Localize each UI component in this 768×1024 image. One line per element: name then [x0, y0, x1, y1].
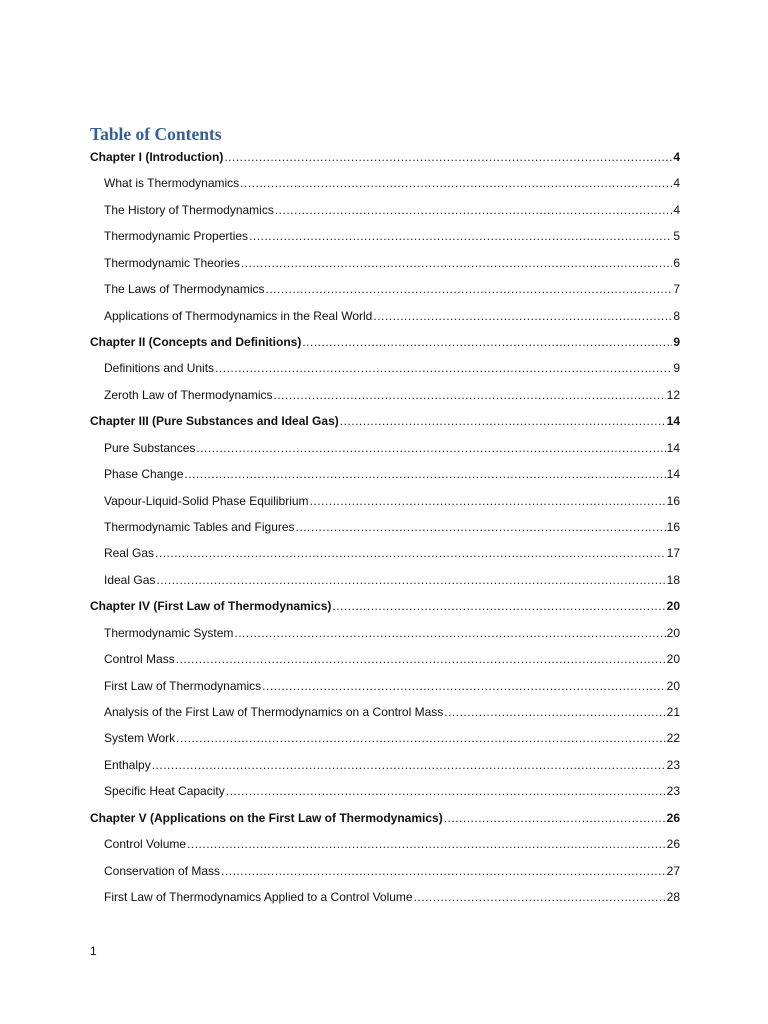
- toc-chapter-entry[interactable]: [90, 334, 680, 350]
- toc-section-entry[interactable]: [104, 730, 680, 746]
- toc-leader-dots: [155, 545, 666, 561]
- toc-section-entry[interactable]: [104, 308, 680, 324]
- page-number: 1: [90, 944, 97, 958]
- toc-leader-dots: [414, 889, 666, 905]
- toc-entry-page: 17: [666, 546, 680, 560]
- toc-section-entry[interactable]: [104, 704, 680, 720]
- toc-entry-page: 4: [673, 203, 680, 217]
- toc-leader-dots: [234, 625, 665, 641]
- toc-section-entry[interactable]: [104, 466, 680, 482]
- toc-section-entry[interactable]: [104, 545, 680, 561]
- toc-leader-dots: [262, 678, 665, 694]
- toc-section-entry[interactable]: [104, 519, 680, 535]
- toc-entry-label: Control Mass: [104, 652, 175, 666]
- toc-entry-page: 16: [666, 520, 680, 534]
- toc-entry-page: 20: [666, 679, 680, 693]
- toc-entry-label: The Laws of Thermodynamics: [104, 282, 265, 296]
- toc-entry-label: Thermodynamic System: [104, 626, 234, 640]
- toc-entry-label: Definitions and Units: [104, 361, 215, 375]
- toc-leader-dots: [176, 730, 666, 746]
- toc-entry-page: 4: [673, 150, 680, 164]
- toc-entry-page: 7: [673, 282, 680, 296]
- toc-leader-dots: [187, 836, 666, 852]
- toc-leader-dots: [275, 202, 672, 218]
- toc-entry-page: 20: [666, 599, 680, 613]
- toc-entry-page: 20: [666, 626, 680, 640]
- toc-entry-page: 18: [666, 573, 680, 587]
- toc-section-entry[interactable]: [104, 493, 680, 509]
- toc-section-entry[interactable]: [104, 228, 680, 244]
- toc-entry-page: 23: [666, 784, 680, 798]
- toc-entry-label: What is Thermodynamics: [104, 176, 240, 190]
- toc-section-entry[interactable]: [104, 783, 680, 799]
- toc-entry-label: Chapter IV (First Law of Thermodynamics): [90, 599, 332, 613]
- toc-leader-dots: [266, 281, 673, 297]
- toc-leader-dots: [249, 228, 672, 244]
- toc-entry-page: 8: [673, 309, 680, 323]
- toc-entry-page: 16: [666, 494, 680, 508]
- toc-entry-label: Chapter I (Introduction): [90, 150, 224, 164]
- toc-leader-dots: [444, 810, 666, 826]
- toc-section-entry[interactable]: [104, 651, 680, 667]
- toc-section-entry[interactable]: [104, 836, 680, 852]
- toc-section-entry[interactable]: [104, 863, 680, 879]
- toc-entry-label: Thermodynamic Properties: [104, 229, 249, 243]
- toc-leader-dots: [296, 519, 666, 535]
- toc-leader-dots: [373, 308, 672, 324]
- toc-entry-label: Real Gas: [104, 546, 155, 560]
- toc-leader-dots: [240, 175, 672, 191]
- toc-leader-dots: [241, 255, 672, 271]
- toc-leader-dots: [196, 440, 665, 456]
- toc-section-entry[interactable]: [104, 572, 680, 588]
- toc-section-entry[interactable]: [104, 360, 680, 376]
- toc-leader-dots: [444, 704, 665, 720]
- toc-leader-dots: [152, 757, 666, 773]
- toc-entry-page: 4: [673, 176, 680, 190]
- toc-leader-dots: [221, 863, 666, 879]
- toc-entry-page: 14: [666, 441, 680, 455]
- toc-entry-label: Vapour-Liquid-Solid Phase Equilibrium: [104, 494, 309, 508]
- toc-title: Table of Contents: [90, 124, 222, 144]
- toc-entry-page: 21: [666, 705, 680, 719]
- toc-chapter-entry[interactable]: [90, 149, 680, 165]
- toc-leader-dots: [302, 334, 672, 350]
- toc-leader-dots: [332, 598, 665, 614]
- toc-leader-dots: [274, 387, 666, 403]
- toc-entry-label: The History of Thermodynamics: [104, 203, 274, 217]
- toc-leader-dots: [156, 572, 665, 588]
- toc-entry-page: 27: [666, 864, 680, 878]
- toc-entry-label: Applications of Thermodynamics in the Real World: [104, 309, 373, 323]
- toc-entry-label: First Law of Thermodynamics Applied to a Control Volume: [104, 890, 413, 904]
- toc-section-entry[interactable]: [104, 889, 680, 905]
- toc-entry-label: First Law of Thermodynamics: [104, 679, 262, 693]
- toc-section-entry[interactable]: [104, 757, 680, 773]
- toc-entry-page: 22: [666, 731, 680, 745]
- toc-entry-label: Enthalpy: [104, 758, 151, 772]
- toc-entry-page: 23: [666, 758, 680, 772]
- toc-entry-label: Control Volume: [104, 837, 187, 851]
- toc-leader-dots: [224, 149, 672, 165]
- toc-entry-label: Pure Substances: [104, 441, 196, 455]
- toc-section-entry[interactable]: [104, 202, 680, 218]
- toc-entry-label: Conservation of Mass: [104, 864, 221, 878]
- toc-entry-label: Thermodynamic Tables and Figures: [104, 520, 295, 534]
- toc-entry-label: Thermodynamic Theories: [104, 256, 240, 270]
- toc-leader-dots: [310, 493, 666, 509]
- toc-section-entry[interactable]: [104, 255, 680, 271]
- toc-entry-page: 28: [666, 890, 680, 904]
- toc-entry-label: Chapter V (Applications on the First Law of Thermodynamics): [90, 811, 443, 825]
- toc-section-entry[interactable]: [104, 175, 680, 191]
- toc-entry-page: 9: [673, 361, 680, 375]
- toc-chapter-entry[interactable]: [90, 598, 680, 614]
- toc-entry-label: Specific Heat Capacity: [104, 784, 225, 798]
- toc-entry-page: 9: [673, 335, 680, 349]
- toc-entry-label: Chapter II (Concepts and Definitions): [90, 335, 302, 349]
- toc-leader-dots: [176, 651, 666, 667]
- toc-entry-page: 20: [666, 652, 680, 666]
- toc-entry-page: 5: [673, 229, 680, 243]
- toc-chapter-entry[interactable]: [90, 413, 680, 429]
- toc-section-entry[interactable]: [104, 678, 680, 694]
- toc-entry-label: Ideal Gas: [104, 573, 156, 587]
- toc-entry-page: 26: [666, 837, 680, 851]
- toc-section-entry[interactable]: [104, 625, 680, 641]
- toc-leader-dots: [184, 466, 665, 482]
- toc-entry-label: Chapter III (Pure Substances and Ideal Gas): [90, 414, 339, 428]
- toc-entry-page: 14: [666, 414, 680, 428]
- toc-leader-dots: [226, 783, 666, 799]
- toc-entry-label: Analysis of the First Law of Thermodynamics on a Control Mass: [104, 705, 444, 719]
- toc-chapter-entry[interactable]: [90, 810, 680, 826]
- toc-section-entry[interactable]: [104, 440, 680, 456]
- toc-entry-label: System Work: [104, 731, 176, 745]
- toc-entry-label: Zeroth Law of Thermodynamics: [104, 388, 273, 402]
- toc-section-entry[interactable]: [104, 387, 680, 403]
- toc-leader-dots: [340, 413, 666, 429]
- toc-entry-page: 6: [673, 256, 680, 270]
- toc-section-entry[interactable]: [104, 281, 680, 297]
- toc-entry-page: 26: [666, 811, 680, 825]
- toc-leader-dots: [215, 360, 672, 376]
- toc-entry-page: 12: [666, 388, 680, 402]
- toc-entry-page: 14: [666, 467, 680, 481]
- toc-entry-label: Phase Change: [104, 467, 184, 481]
